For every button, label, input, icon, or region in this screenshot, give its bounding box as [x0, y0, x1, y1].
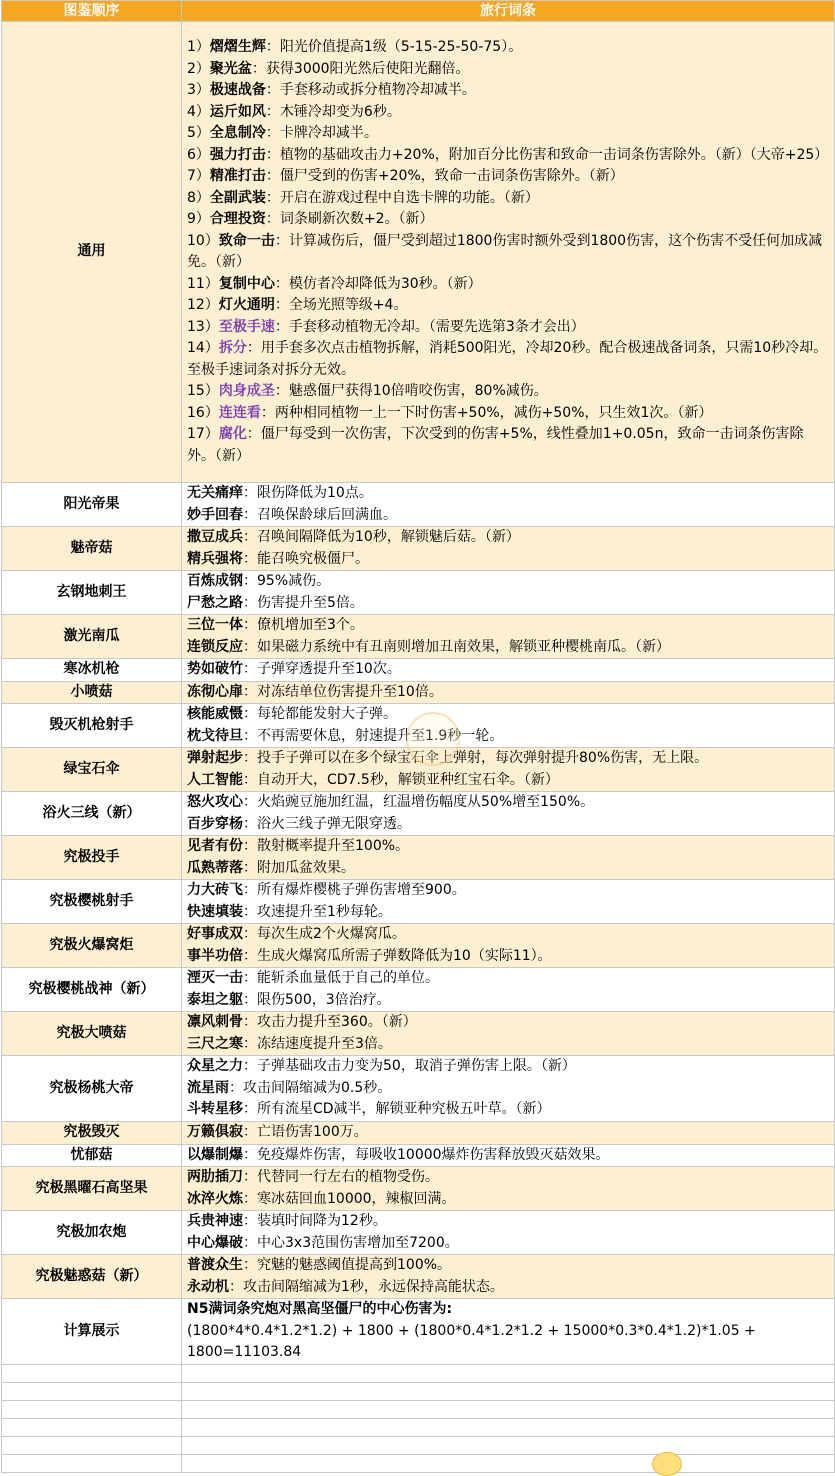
entry-title: 精准打击 — [209, 168, 266, 184]
entry-title: 怒火攻心 — [187, 794, 243, 810]
entries-cell[interactable] — [182, 748, 835, 792]
entry-line — [187, 424, 830, 467]
entry-description: ：究魅的魅惑阈值提高到100%。 — [243, 1257, 452, 1273]
entry-line — [187, 1233, 830, 1255]
entry-description: ：开启在游戏过程中自选卡牌的功能。（新） — [265, 189, 539, 206]
entry-line — [187, 659, 830, 681]
entry-description: ：模仿者冷却降低为30秒。（新） — [274, 275, 482, 292]
entry-description: ：附加瓜盆效果。 — [243, 859, 355, 876]
entry-number: 17） — [187, 426, 219, 442]
entry-line — [187, 1145, 830, 1167]
entry-line — [187, 1299, 830, 1321]
entry-description: ：木锤冷却变为6秒。 — [265, 103, 401, 120]
entry-description: ：免疫爆炸伤害，每吸收10000爆炸伤害释放毁灭菇效果。 — [243, 1146, 610, 1163]
category-cell[interactable]: 究极杨桃大帝 — [2, 1056, 182, 1122]
entry-description: ：子弹穿透提升至10次。 — [243, 661, 401, 677]
category-cell[interactable]: 究极大喷菇 — [2, 1012, 182, 1056]
entry-description: ：能斩杀血量低于自己的单位。 — [243, 970, 439, 986]
entry-line — [187, 1012, 830, 1034]
entry-line — [187, 637, 830, 659]
entry-line — [187, 80, 830, 102]
category-cell[interactable]: 阳光帝果 — [2, 483, 182, 527]
entry-description: ：每轮都能发射大子弹。 — [243, 706, 397, 722]
entry-title: 势如破竹 — [187, 661, 243, 677]
entry-number: 10） — [187, 232, 219, 249]
entry-description: ：子弹基础攻击力变为50，取消子弹伤害上限。（新） — [243, 1058, 576, 1075]
entry-title: 强力打击 — [209, 146, 266, 163]
entries-cell[interactable] — [182, 880, 835, 924]
entry-title: 核能威慑 — [187, 706, 243, 722]
entry-title: 腐化 — [218, 426, 247, 442]
entry-title: 瓜熟蒂落 — [187, 859, 243, 876]
entry-title: 以爆制爆 — [187, 1146, 243, 1163]
entry-line — [187, 1034, 830, 1056]
entry-description: ：亡语伤害100万。 — [243, 1124, 368, 1140]
entry-line — [187, 704, 830, 726]
entry-description: ：僚机增加至3个。 — [243, 617, 364, 633]
entry-line — [187, 1277, 830, 1299]
entries-cell[interactable] — [182, 792, 835, 836]
entry-title: 妙手回春 — [187, 506, 243, 523]
entry-description: ：装填时间降为12秒。 — [243, 1213, 387, 1229]
entry-description: ：如果磁力系统中有丑南则增加丑南效果，解锁亚种樱桃南瓜。（新） — [243, 638, 670, 655]
entry-title: 流星雨 — [187, 1079, 229, 1096]
entry-description: ：代替同一行左右的植物受伤。 — [243, 1169, 439, 1185]
entry-description: ：所有流星CD减半，解锁亚种究极五叶草。（新） — [243, 1101, 551, 1118]
entry-number: 2） — [187, 60, 210, 77]
entry-line — [187, 902, 830, 924]
entry-title: 精兵强将 — [187, 550, 243, 567]
empty-cell[interactable] — [182, 1419, 835, 1437]
entry-title: 事半功倍 — [187, 947, 243, 964]
entries-cell[interactable] — [182, 1211, 835, 1255]
entry-number: 11） — [187, 275, 219, 292]
entry-number: 15） — [187, 383, 219, 399]
entry-title: 两肋插刀 — [187, 1169, 243, 1185]
entry-description: ：攻击间隔缩减为0.5秒。 — [229, 1079, 392, 1096]
entry-number: 14） — [187, 340, 219, 356]
entry-description: ：对冻结单位伤害提升至10倍。 — [243, 683, 443, 700]
entry-description: ：植物的基础攻击力+20%，附加百分比伤害和致命一击词条伤害除外。（新）（大帝+25） — [265, 146, 829, 163]
entry-title: 冰淬火炼 — [187, 1190, 243, 1207]
entry-title: 兵贵神速 — [187, 1213, 243, 1229]
entry-line — [187, 946, 830, 968]
entry-description: ：阳光价值提高1级（5-15-25-50-75）。 — [265, 39, 523, 55]
entry-description: ：寒冰菇回血10000，辣椒回满。 — [243, 1190, 456, 1207]
entries-cell[interactable] — [182, 1167, 835, 1211]
entry-description: ：每次生成2个火爆窝瓜。 — [243, 926, 406, 942]
entry-title: 百炼成钢 — [187, 573, 243, 589]
entry-line — [187, 968, 830, 990]
entry-description: ：攻击力提升至360。（新） — [243, 1014, 417, 1030]
empty-cell[interactable] — [2, 1437, 182, 1455]
table-row — [2, 968, 835, 1012]
entry-number: 4） — [187, 103, 210, 120]
entry-title: 连锁反应 — [187, 638, 243, 655]
entry-description: ：散射概率提升至100%。 — [243, 838, 410, 854]
entry-description: (1800*4*0.4*1.2*1.2) + 1800 + (1800*0.4*1.2*1.2 + 15000*0.3*0.4*1.2)*1.05 + 1800=11103.84 — [187, 1322, 756, 1361]
table-row — [2, 1122, 835, 1145]
table-row — [2, 681, 835, 704]
entry-title: 快速填装 — [187, 903, 243, 920]
entry-number: 7） — [187, 168, 210, 184]
table-row — [2, 1144, 835, 1167]
entry-title: N5满词条究炮对黑高坚僵尸的中心伤害为: — [187, 1301, 453, 1318]
empty-row — [2, 1419, 835, 1437]
entry-line — [187, 1255, 830, 1277]
entry-line — [187, 549, 830, 571]
category-cell[interactable]: 通用 — [2, 22, 182, 483]
empty-row — [2, 1437, 835, 1455]
column-header-entries[interactable]: 旅行词条 — [182, 1, 835, 22]
category-cell[interactable]: 寒冰机枪 — [2, 659, 182, 682]
entry-description: ：僵尸每受到一次伤害，下次受到的伤害+5%，线性叠加1+0.05n，致命一击词条伤害除外。（新） — [187, 426, 804, 464]
entries-cell[interactable] — [182, 1299, 835, 1365]
table-row — [2, 527, 835, 571]
entries-cell[interactable] — [182, 681, 835, 704]
entry-description: ：能召唤究极僵尸。 — [243, 550, 369, 567]
entry-line — [187, 1078, 830, 1100]
entry-line — [187, 483, 830, 505]
entry-title: 众星之力 — [187, 1058, 243, 1075]
empty-cell[interactable] — [2, 1401, 182, 1419]
entries-cell[interactable] — [182, 615, 835, 659]
entry-description: ：限伤500，3倍治疗。 — [243, 991, 391, 1008]
category-cell[interactable]: 究极樱桃射手 — [2, 880, 182, 924]
category-cell[interactable]: 浴火三线（新） — [2, 792, 182, 836]
entry-title: 百步穿杨 — [187, 815, 243, 832]
entry-line — [187, 338, 830, 381]
entry-title: 尸愁之路 — [187, 594, 243, 611]
table-row — [2, 924, 835, 968]
entries-cell[interactable] — [182, 483, 835, 527]
entry-number: 9） — [187, 211, 210, 227]
category-cell[interactable]: 究极毁灭 — [2, 1122, 182, 1145]
empty-cell[interactable] — [182, 1365, 835, 1383]
entry-title: 复制中心 — [218, 275, 275, 292]
entry-title: 致命一击 — [218, 232, 275, 249]
entry-title: 无关痛痒 — [187, 485, 243, 501]
entries-cell[interactable] — [182, 836, 835, 880]
category-cell[interactable]: 激光南瓜 — [2, 615, 182, 659]
entry-description: ：手套移动植物无冷却。（需要先选第3条才会出） — [274, 318, 585, 335]
entry-description: ：僵尸受到的伤害+20%，致命一击词条伤害除外。（新） — [265, 168, 624, 184]
entry-description: ：两种相同植物一上一下时伤害+50%，减伤+50%，只生效1次。（新） — [260, 404, 713, 421]
entry-description: ：限伤降低为10点。 — [243, 485, 373, 501]
entries-cell[interactable] — [182, 1255, 835, 1299]
entry-title: 万籁俱寂 — [187, 1124, 243, 1140]
entry-title: 三尺之寒 — [187, 1035, 243, 1052]
entry-line — [187, 59, 830, 81]
entry-line — [187, 1167, 830, 1189]
entry-title: 弹射起步 — [187, 750, 243, 766]
category-cell[interactable]: 小喷菇 — [2, 681, 182, 704]
entry-title: 极速战备 — [209, 82, 266, 98]
entry-line — [187, 274, 830, 296]
entry-number: 6） — [187, 146, 210, 163]
entry-title: 熠熠生辉 — [209, 39, 266, 55]
table-row — [2, 1056, 835, 1122]
entry-description: ：用手套多次点击植物拆解，消耗500阳光，冷却20秒。配合极速战备词条，只需10秒冷却。至极手速词条对拆分无效。 — [187, 340, 828, 378]
table-row — [2, 1255, 835, 1299]
entry-title: 全息制冷 — [209, 125, 266, 141]
entry-title: 斗转星移 — [187, 1101, 243, 1118]
entry-title: 力大砖飞 — [187, 882, 243, 898]
entry-title: 合理投资 — [209, 211, 266, 227]
entry-description: ：火焰豌豆施加红温，红温增伤幅度从50%增至150%。 — [243, 794, 595, 810]
table-row — [2, 22, 835, 483]
watermark-stamp — [406, 712, 460, 766]
entry-line — [187, 571, 830, 593]
empty-cell[interactable] — [182, 1455, 835, 1473]
entry-line — [187, 880, 830, 902]
entry-line — [187, 37, 830, 59]
entry-title: 普渡众生 — [187, 1257, 243, 1273]
entry-number: 3） — [187, 82, 210, 98]
entry-line — [187, 1321, 830, 1364]
entry-title: 冻彻心扉 — [187, 683, 243, 700]
empty-cell[interactable] — [2, 1383, 182, 1401]
entry-title: 好事成双 — [187, 926, 243, 942]
table-row — [2, 1167, 835, 1211]
table-row — [2, 483, 835, 527]
entry-line — [187, 593, 830, 615]
table-row — [2, 659, 835, 682]
entry-line — [187, 102, 830, 124]
entries-cell[interactable] — [182, 571, 835, 615]
empty-cell[interactable] — [2, 1365, 182, 1383]
entry-description: ：手套移动或拆分植物冷却减半。 — [265, 82, 476, 98]
entry-description: ：获得3000阳光然后使阳光翻倍。 — [251, 60, 470, 77]
entry-title: 永动机 — [187, 1278, 229, 1295]
entry-line — [187, 1189, 830, 1211]
category-cell[interactable]: 究极加农炮 — [2, 1211, 182, 1255]
entry-line — [187, 858, 830, 880]
table-row — [2, 836, 835, 880]
category-cell[interactable]: 究极投手 — [2, 836, 182, 880]
entry-title: 运斤如风 — [209, 103, 266, 120]
entry-title: 聚光盆 — [209, 60, 252, 77]
entry-line — [187, 990, 830, 1012]
entry-line — [187, 381, 830, 403]
table-row — [2, 880, 835, 924]
entry-line — [187, 505, 830, 527]
empty-cell[interactable] — [182, 1401, 835, 1419]
category-cell[interactable]: 绿宝石伞 — [2, 748, 182, 792]
entry-line — [187, 166, 830, 188]
entry-number: 12） — [187, 297, 219, 313]
entry-title: 连连看 — [218, 404, 261, 421]
smiley-icon — [652, 1452, 682, 1476]
entry-description: ：伤害提升至5倍。 — [243, 594, 364, 611]
entry-line — [187, 1099, 830, 1121]
entry-line — [187, 231, 830, 274]
table-row — [2, 792, 835, 836]
entry-description: ：自动开大，CD7.5秒，解锁亚种红宝石伞。（新） — [243, 771, 559, 788]
entry-title: 全副武装 — [209, 189, 266, 206]
empty-cell[interactable] — [2, 1455, 182, 1473]
entry-line — [187, 924, 830, 946]
category-cell[interactable]: 究极火爆窝炬 — [2, 924, 182, 968]
empty-cell[interactable] — [2, 1419, 182, 1437]
entry-description: ：投手子弹可以在多个绿宝石伞上弹射，每次弹射提升80%伤害，无上限。 — [243, 750, 709, 766]
empty-row — [2, 1401, 835, 1419]
entry-title: 灯火通明 — [218, 297, 275, 313]
entry-line — [187, 792, 830, 814]
entry-line — [187, 295, 830, 317]
table-row — [2, 615, 835, 659]
category-cell[interactable]: 玄钢地刺王 — [2, 571, 182, 615]
entry-title: 见者有份 — [187, 838, 243, 854]
entry-number: 1） — [187, 39, 210, 55]
entry-line — [187, 123, 830, 145]
column-header-order[interactable]: 图鉴顺序 — [2, 1, 182, 22]
entry-line — [187, 1056, 830, 1078]
entry-description: ：不再需要休息，射速提升至1.9秒一轮。 — [243, 727, 504, 744]
entry-line — [187, 814, 830, 836]
category-cell[interactable]: 究极黑曜石高坚果 — [2, 1167, 182, 1211]
entry-description: ：魅惑僵尸获得10倍啃咬伤害，80%减伤。 — [274, 383, 548, 399]
empty-row — [2, 1383, 835, 1401]
entry-line — [187, 317, 830, 339]
entry-line — [187, 1211, 830, 1233]
entry-title: 肉身成圣 — [218, 383, 275, 399]
table-row — [2, 1211, 835, 1255]
entry-title: 人工智能 — [187, 771, 243, 788]
entry-title: 泰坦之躯 — [187, 991, 243, 1008]
entry-line — [187, 527, 830, 549]
entry-number: 13） — [187, 318, 219, 335]
entry-description: ：召唤保龄球后回满血。 — [243, 506, 397, 523]
entry-line — [187, 209, 830, 231]
empty-cell[interactable] — [182, 1437, 835, 1455]
entry-title: 凛风刺骨 — [187, 1014, 243, 1030]
entry-line — [187, 1122, 830, 1144]
entry-title: 三位一体 — [187, 617, 243, 633]
entry-line — [187, 726, 830, 748]
entry-title: 至极手速 — [218, 318, 275, 335]
category-cell[interactable]: 究极魅惑菇（新） — [2, 1255, 182, 1299]
category-cell[interactable]: 计算展示 — [2, 1299, 182, 1365]
entries-cell[interactable] — [182, 527, 835, 571]
entry-description: ：中心3x3范围伤害增加至7200。 — [243, 1234, 459, 1251]
entry-number: 5） — [187, 125, 210, 141]
entry-description: ：冻结速度提升至3倍。 — [243, 1035, 392, 1052]
entry-line — [187, 145, 830, 167]
entry-number: 16） — [187, 404, 219, 421]
entries-cell[interactable] — [182, 1122, 835, 1145]
empty-cell[interactable] — [182, 1383, 835, 1401]
category-cell[interactable]: 究极樱桃战神（新） — [2, 968, 182, 1012]
entry-line — [187, 748, 830, 770]
entry-line — [187, 682, 830, 704]
entry-title: 中心爆破 — [187, 1234, 243, 1251]
entries-cell[interactable] — [182, 704, 835, 748]
entry-line — [187, 403, 830, 425]
entry-description: ：卡牌冷却减半。 — [265, 125, 378, 141]
empty-row — [2, 1455, 835, 1473]
entry-description: ：生成火爆窝瓜所需子弹数降低为10（实际11）。 — [243, 947, 552, 964]
entries-cell[interactable] — [182, 659, 835, 682]
entry-line — [187, 188, 830, 210]
entries-cell[interactable] — [182, 1012, 835, 1056]
entries-cell[interactable] — [182, 924, 835, 968]
entry-description: ：计算减伤后，僵尸受到超过1800伤害时额外受到1800伤害，这个伤害不受任何加成减免。（新） — [187, 232, 823, 270]
entry-description: ：全场光照等级+4。 — [274, 297, 408, 313]
entries-cell[interactable] — [182, 1056, 835, 1122]
category-cell[interactable]: 魅帝菇 — [2, 527, 182, 571]
entry-line — [187, 615, 830, 637]
entry-description: ：浴火三线子弹无限穿透。 — [243, 815, 411, 832]
entries-cell[interactable] — [182, 968, 835, 1012]
entry-number: 8） — [187, 189, 210, 206]
entry-description: ：所有爆炸樱桃子弹伤害增至900。 — [243, 882, 466, 898]
table-row — [2, 1012, 835, 1056]
category-cell[interactable]: 忧郁菇 — [2, 1144, 182, 1167]
entry-line — [187, 836, 830, 858]
entry-description: ：词条刷新次数+2。（新） — [265, 211, 434, 227]
entry-description: ：95%减伤。 — [243, 573, 331, 589]
entry-title: 枕戈待旦 — [187, 727, 243, 744]
entry-description: ：攻击间隔缩减为1秒，永远保持高能状态。 — [229, 1278, 504, 1295]
category-cell[interactable]: 毁灭机枪射手 — [2, 704, 182, 748]
entry-description: ：召唤间隔降低为10秒，解锁魅后菇。（新） — [243, 529, 520, 545]
entry-line — [187, 770, 830, 792]
table-row — [2, 1299, 835, 1365]
entry-title: 湮灭一击 — [187, 970, 243, 986]
entry-title: 拆分 — [218, 340, 247, 356]
empty-row — [2, 1365, 835, 1383]
entry-title: 撒豆成兵 — [187, 529, 243, 545]
table-row — [2, 571, 835, 615]
entries-cell[interactable] — [182, 22, 835, 483]
entries-cell[interactable] — [182, 1144, 835, 1167]
entry-description: ：攻速提升至1秒每轮。 — [243, 903, 392, 920]
